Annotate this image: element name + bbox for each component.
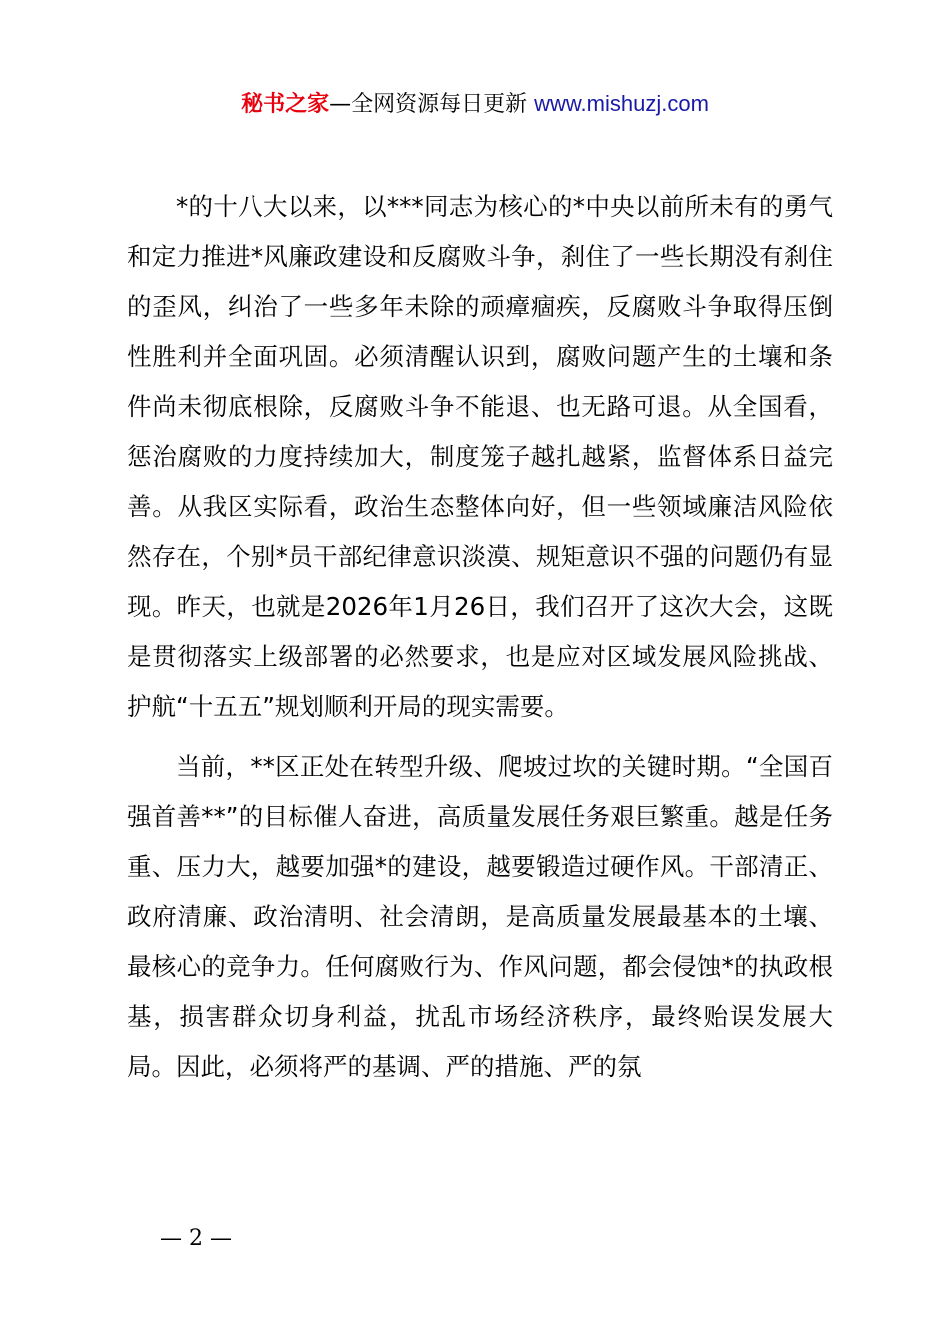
paragraph-2: 当前，**区正处在转型升级、爬坡过坎的关键时期。“全国百强首善**”的目标催人奋进，高质量发展任务艰巨繁重。越是任务重、压力大，越要加强*的建设，越要锻造过硬作风。干部清正、政府清廉、政治清明、社会清朗，是高质量发展最基本的土壤、最核心的竞争力。任何腐败行为、作风问题，都会侵蚀*的执政根基，损害群众切身利益，扰乱市场经济秩序，最终贻误发展大局。因此，必须将严的基调、严的措施、严的氛 (127, 752, 833, 1081)
site-url[interactable]: www.mishuzj.com (534, 91, 709, 116)
header-tagline: —全网资源每日更新 (329, 92, 535, 117)
document-body (127, 182, 833, 1092)
site-name: 秘书之家 (241, 92, 330, 117)
page-number: — 2 — (160, 1226, 232, 1251)
paragraph-1: *的十八大以来，以***同志为核心的*中央以前所未有的勇气和定力推进*风廉政建设和反腐败斗争，刹住了一些长期没有刹住的歪风，纠治了一些多年未除的顽瘴痼疾，反腐败斗争取得压倒性胜利并全面巩固。必须清醒认识到，腐败问题产生的土壤和条件尚未彻底根除，反腐败斗争不能退、也无路可退。从全国看，惩治腐败的力度持续加大，制度笼子越扎越紧，监督体系日益完善。从我区实际看，政治生态整体向好，但一些领域廉洁风险依然存在，个别*员干部纪律意识淡漠、规矩意识不强的问题仍有显现。昨天，也就是2026年1月26日，我们召开了这次大会，这既是贯彻落实上级部署的必然要求，也是应对区域发展风险挑战、护航“十五五”规划顺利开局的现实需要。 (127, 192, 833, 721)
document-header (0, 86, 950, 123)
